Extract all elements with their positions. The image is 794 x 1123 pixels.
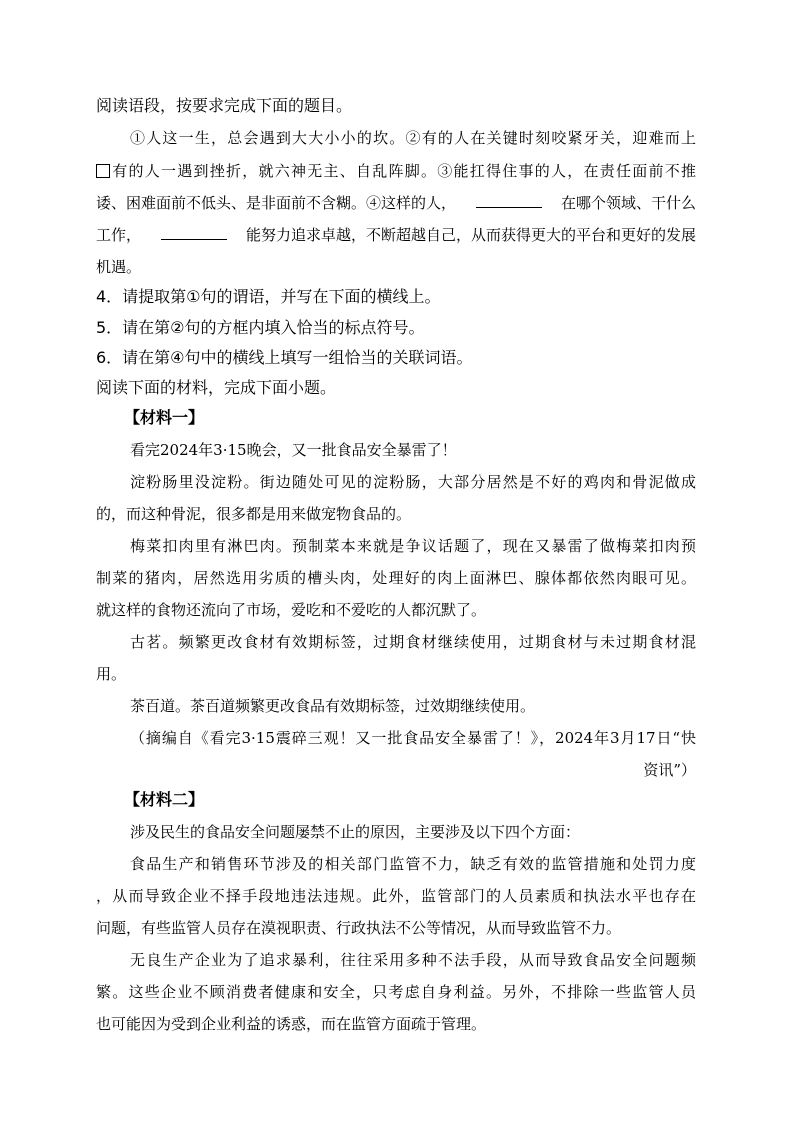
source-citation: （摘编自《看完3·15震碎三观！又一批食品安全暴雷了！》，2024年3月17日“快 <box>130 729 696 747</box>
source-citation: 资讯”） <box>643 761 696 779</box>
passage-line <box>96 161 696 181</box>
material-paragraph: 梅菜扣肉里有淋巴肉。预制菜本来就是争议话题了，现在又暴雷了做梅菜扣肉预 <box>130 537 696 555</box>
answer-blank <box>161 225 227 240</box>
punctuation-box <box>96 164 110 178</box>
material-paragraph: 用。 <box>96 665 127 683</box>
material-paragraph: ，从而导致企业不择手段地违法违规。此外，监管部门的人员素质和执法水平也存在 <box>96 887 696 905</box>
question-5: 5．请在第②句的方框内填入恰当的标点符号。 <box>96 318 425 337</box>
material-paragraph: 涉及民生的食品安全问题屡禁不止的原因，主要涉及以下四个方面： <box>130 823 581 841</box>
material-paragraph: 茶百道。茶百道频繁更改食品有效期标签，过效期继续使用。 <box>130 697 536 715</box>
reading-instruction: 阅读下面的材料，完成下面小题。 <box>96 378 337 397</box>
material-paragraph: 无良生产企业为了追求暴利，往往采用多种不法手段，从而导致食品安全问题频 <box>130 951 696 969</box>
passage-line: ①人这一生，总会遇到大大小小的坎。②有的人在关键时刻咬紧牙关，迎难而上 <box>130 129 696 147</box>
passage-line: 机遇。 <box>96 258 142 276</box>
question-6: 6．请在第④句中的横线上填写一组恰当的关联词语。 <box>96 348 473 367</box>
passage-text: 诿、困难面前不低头、是非面前不含糊。④这样的人， <box>96 194 457 212</box>
question-4: 4．请提取第①句的谓语，并写在下面的横线上。 <box>96 287 441 306</box>
material-paragraph: 淀粉肠里没淀粉。街边随处可见的淀粉肠，大部分居然是不好的鸡肉和骨泥做成 <box>130 473 696 491</box>
passage-text: 能努力追求卓越，不断超越自己，从而获得更大的平台和更好的发展 <box>245 226 696 244</box>
answer-blank <box>476 193 542 208</box>
material-paragraph: 问题，有些监管人员存在漠视职责、行政执法不公等情况，从而导致监管不力。 <box>96 919 622 937</box>
material-paragraph: 也可能因为受到企业利益的诱惑，而在监管方面疏于管理。 <box>96 1015 487 1033</box>
passage-text: 工作， <box>96 226 142 244</box>
material-paragraph: 制菜的猪肉，居然选用劣质的槽头肉，处理好的肉上面淋巴、腺体都依然肉眼可见。 <box>96 569 696 587</box>
material-paragraph: 就这样的食物还流向了市场，爱吃和不爱吃的人都沉默了。 <box>96 601 487 619</box>
material-1-title: 【材料一】 <box>124 408 205 427</box>
passage-text: 有的人一遇到挫折，就六神无主、自乱阵脚。③能扛得住事的人，在责任面前不推 <box>111 162 696 180</box>
material-2-title: 【材料二】 <box>124 790 205 809</box>
passage-text: 在哪个领域、干什么 <box>560 194 696 212</box>
material-paragraph: 繁。这些企业不顾消费者健康和安全，只考虑自身利益。另外，不排除一些监管人员 <box>96 983 696 1001</box>
reading-instruction: 阅读语段，按要求完成下面的题目。 <box>96 96 353 115</box>
material-paragraph: 的，而这种骨泥，很多都是用来做宠物食品的。 <box>96 505 412 523</box>
material-paragraph: 食品生产和销售环节涉及的相关部门监管不力，缺乏有效的监管措施和处罚力度 <box>130 855 696 873</box>
material-paragraph: 古茗。频繁更改食材有效期标签，过期食材继续使用，过期食材与未过期食材混 <box>130 633 696 651</box>
passage-line <box>96 193 696 213</box>
passage-line <box>96 225 696 245</box>
material-paragraph: 看完2024年3·15晚会，又一批食品安全暴雷了！ <box>130 441 457 459</box>
